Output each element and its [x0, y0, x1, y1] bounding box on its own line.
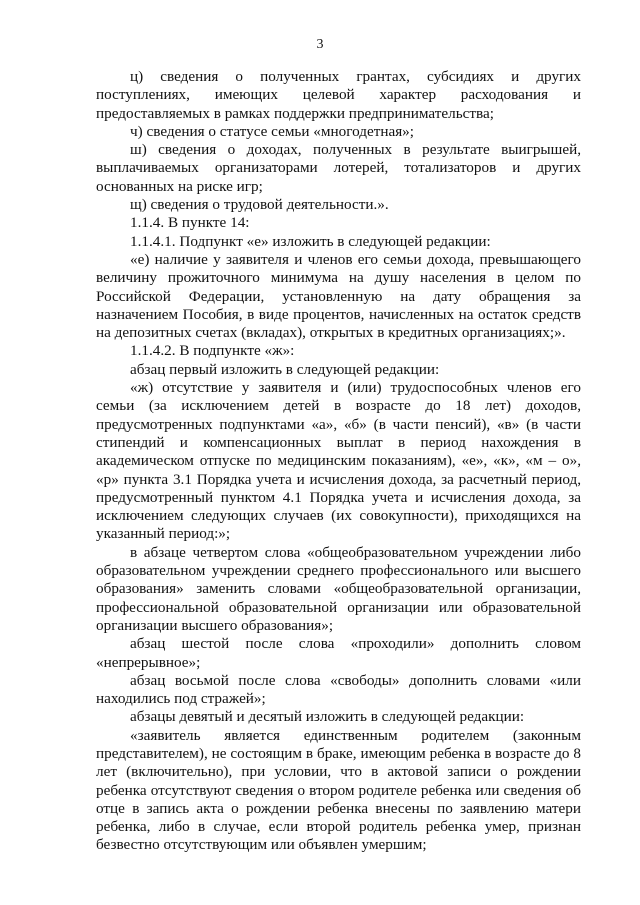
paragraph: «заявитель является единственным родителем (законным представителем), не состоящим в браке, имеющим ребенка в возрасте до 8 лет (включительно), при условии, что в актовой записи о рождении ребенка отсутствуют сведения о втором родителе ребенка или сведения об отце в запись акта о рождении ребенка внесены по заявлению матери ребенка, либо в случае, если второй родитель ребенка умер, признан безвестно отсутствующим или объявлен умершим;: [96, 726, 581, 854]
paragraph: 1.1.4.1. Подпункт «е» изложить в следующей редакции:: [130, 232, 491, 250]
document-body: [96, 68, 581, 855]
paragraph: ш) сведения о доходах, полученных в результате выигрышей, выплачиваемых организаторами лотерей, тотализаторов и других основанных на риске игр;: [96, 141, 581, 195]
paragraph: 1.1.4. В пункте 14:: [130, 214, 250, 232]
paragraph: ц) сведения о полученных грантах, субсидиях и других поступлениях, имеющих целевой характер расходования и предоставляемых в рамках поддержки предпринимательства;: [96, 68, 581, 122]
page-number: 3: [316, 37, 324, 52]
paragraph: «е) наличие у заявителя и членов его семьи дохода, превышающего величину прожиточного минимума на душу населения в целом по Российской Федерации, установленную на дату обращения за назначением Пособия, в виде процентов, начисленных на остаток средств на депозитных счетах (вкладах), открытых в кредитных организациях;».: [96, 250, 581, 342]
paragraph: абзац первый изложить в следующей редакции:: [130, 360, 440, 378]
paragraph: щ) сведения о трудовой деятельности.».: [130, 196, 389, 214]
paragraph: «ж) отсутствие у заявителя и (или) трудоспособных членов его семьи (за исключением детей в возрасте до 18 лет) доходов, предусмотренных подпунктами «а», «б» (в части пенсий), «в» (в части стипендий и компенсационных выплат в период нахождения в академическом отпуске по медицинским показаниям), «е», «к», «м – о», «р» пункта 3.1 Порядка учета и исчисления дохода, за расчетный период, предусмотренный пунктом 4.1 Порядка учета и исчисления дохода, за исключением следующих случаев (их совокупности), приходящихся на указанный период:»;: [96, 379, 581, 543]
paragraph: абзац восьмой после слова «свободы» дополнить словами «или находились под стражей»;: [96, 671, 581, 708]
paragraph: 1.1.4.2. В подпункте «ж»:: [130, 342, 295, 360]
paragraph: абзац шестой после слова «проходили» дополнить словом «непрерывное»;: [96, 635, 581, 671]
paragraph: в абзаце четвертом слова «общеобразовательном учреждении либо образовательном учреждении среднего профессионального или высшего образования» заменить словами «общеобразовательной организации, профессиональной образовательной организации или образовательной организации высшего образования»;: [96, 543, 581, 634]
paragraph: абзацы девятый и десятый изложить в следующей редакции:: [130, 708, 525, 726]
paragraph: ч) сведения о статусе семьи «многодетная»;: [130, 122, 414, 140]
